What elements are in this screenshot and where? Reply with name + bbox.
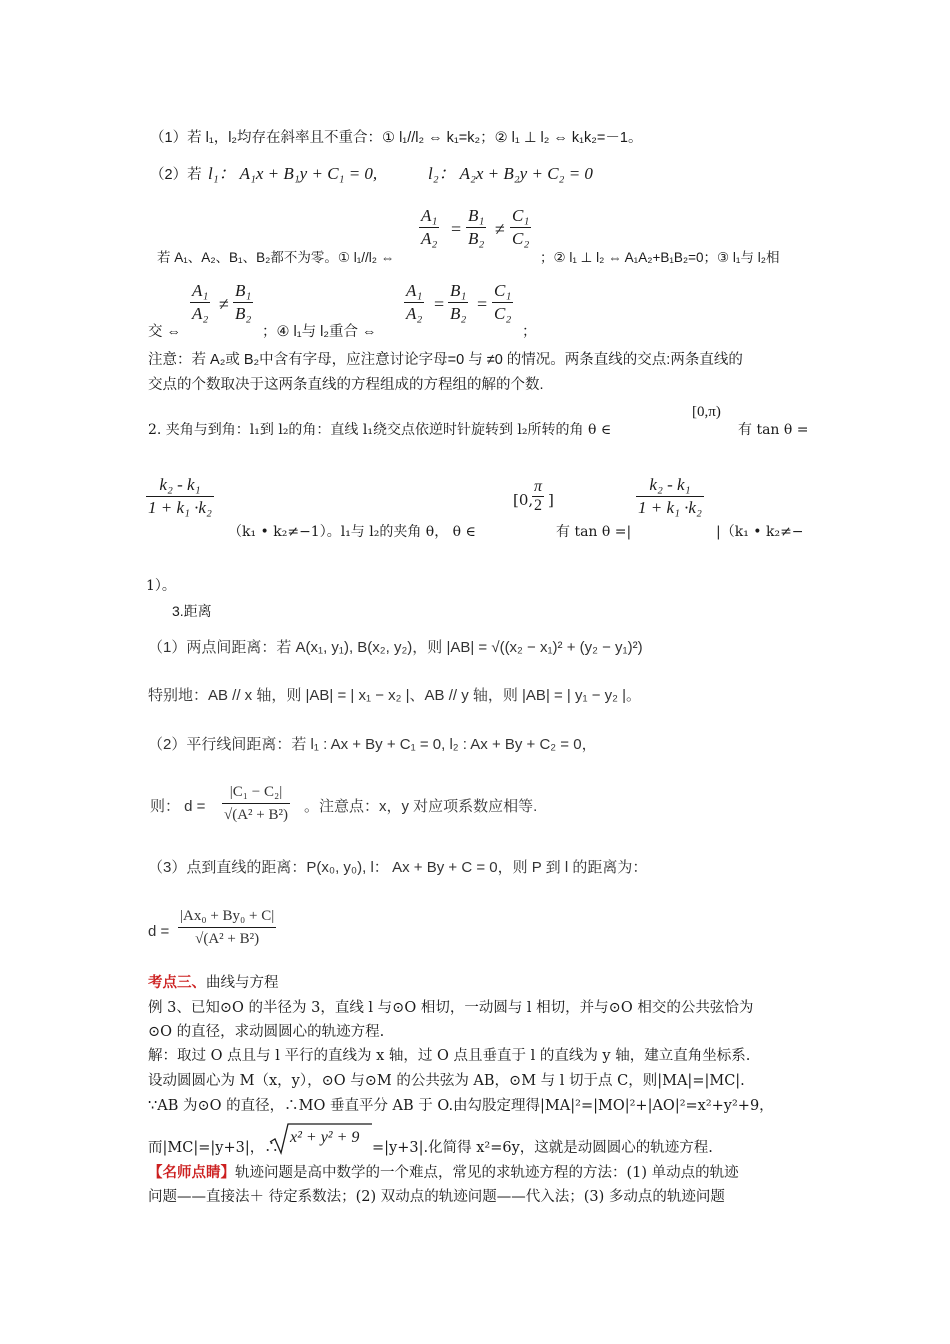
s3-d1: （1）两点间距离：若 A(x₁, y₁), B(x₂, y₂)，则 |AB| = √((x₂ − x₁)² + (y₂ − y₁)²) bbox=[148, 639, 643, 656]
neq-sign: ≠ bbox=[495, 219, 505, 239]
frac-k-angle-1: k₂ - k₁ 1 + k₁ ·k₂ bbox=[148, 475, 212, 517]
frac-k-angle-2: k₂ - k₁ 1 + k₁ ·k₂ bbox=[638, 475, 702, 517]
frac-parallel-distance: |C₁ − C₂| √(A² + B²) bbox=[224, 784, 289, 823]
frac-b1-b2-b: B₁ B₂ bbox=[235, 281, 252, 323]
s2-tail: |（k₁ • k₂≠− bbox=[716, 524, 804, 540]
s3-d2-note: 。注意点：x，y 对应项系数应相等. bbox=[304, 798, 538, 815]
eq-sign-3: = bbox=[477, 294, 488, 314]
s1-note2: 交点的个数取决于这两条直线的方程组成的方程组的解的个数. bbox=[148, 377, 544, 393]
kp-ex1: 例 3、已知⊙O 的半径为 3，直线 l 与⊙O 相切，一动圆与 l 相切，并与⊙O 相交的公共弦恰为 bbox=[148, 1000, 754, 1016]
s1-cond-tail: ；② l₁ ⊥ l₂ ⇔ A₁A₂+B₁B₂=0；③ l₁与 l₂相 bbox=[540, 250, 780, 265]
s2-tan-text2: 有 tan θ =| bbox=[556, 524, 632, 540]
s2-range2-right: ] bbox=[548, 491, 554, 509]
frac-a1-a2-b: A₁ A₂ bbox=[192, 281, 209, 323]
frac-b1-b2-c: B₁ B₂ bbox=[450, 281, 467, 323]
kp-heading: 考点三、曲线与方程 bbox=[148, 974, 279, 991]
frac-c1-c2: C₁ C₂ bbox=[512, 206, 530, 248]
frac-b1-b2: B₁ B₂ bbox=[468, 206, 485, 248]
eq-sign: = bbox=[451, 219, 462, 239]
s1-jiao: 交 ⇔ bbox=[148, 324, 182, 340]
s2-range2-left: [0, bbox=[513, 491, 534, 509]
s3-d2: （2）平行线间距离：若 l₁ : Ax + By + C₁ = 0, l₂ : Ax + By + C₂ = 0， bbox=[148, 736, 597, 753]
kp-sol1: 解：取过 O 点且与 l 平行的直线为 x 轴，过 O 点且垂直于 l 的直线为 y 轴，建立直角坐标系. bbox=[148, 1048, 751, 1064]
s1-note1: 注意：若 A₂或 B₂中含有字母，应注意讨论字母=0 与 ≠0 的情况。两条直线的交点:两条直线的 bbox=[148, 352, 743, 368]
s3-d3: （3）点到直线的距离：P(x₀, y₀), l： Ax + By + C = 0，则 P 到 l 的距离为： bbox=[148, 859, 648, 876]
kp-sol4a: 而|MC|=|y+3|，∴ bbox=[148, 1140, 279, 1156]
s1-cond-text: 若 A₁、A₂、B₁、B₂都不为零。① l₁//l₂ ⇔ bbox=[157, 250, 395, 265]
s3-d2-then: 则： d = bbox=[150, 798, 206, 815]
kp-tip1: 【名师点睛】轨迹问题是高中数学的一个难点，常见的求轨迹方程的方法：(1) 单动点的轨迹 bbox=[148, 1164, 739, 1181]
s1-line2-prefix: （2）若 bbox=[150, 167, 202, 183]
kp-sol3: ∵AB 为⊙O 的直径，∴MO 垂直平分 AB 于 O.由勾股定理得|MA|²=|MO|²+|AO|²=x²+y²+9， bbox=[148, 1098, 774, 1114]
s1-coincide: ；④ l₁与 l₂重合 ⇔ bbox=[262, 324, 377, 340]
l2-equation: l₂： A₂x + B₂y + C₂ = 0 bbox=[428, 164, 593, 183]
s1-line1: （1）若 l₁，l₂均存在斜率且不重合：① l₁//l₂ ⇔ k₁=k₂；② l₁ ⊥ l₂ ⇔ k₁k₂=－1。 bbox=[150, 130, 643, 146]
kp-sol4b: =|y+3|.化简得 x²=6y，这就是动圆圆心的轨迹方程. bbox=[372, 1140, 713, 1156]
kp-ex2: ⊙O 的直径，求动圆圆心的轨迹方程. bbox=[148, 1024, 385, 1040]
s2-end: 1）。 bbox=[146, 578, 176, 594]
kp-tip2: 问题——直接法＋ 待定系数法；(2) 双动点的轨迹问题——代入法；(3) 多动点的轨迹问题 bbox=[148, 1189, 725, 1205]
s2-mid-text: （k₁ • k₂≠−1）。l₁与 l₂的夹角 θ， θ ∈ bbox=[228, 524, 476, 540]
eq-sign-2: = bbox=[434, 294, 445, 314]
l1-equation: l₁： A₁x + B₁y + C₁ = 0, bbox=[208, 164, 378, 183]
neq-sign-2: ≠ bbox=[219, 294, 229, 314]
frac-pi-two: π 2 bbox=[534, 478, 543, 514]
kp-sol2: 设动圆圆心为 M（x，y），⊙O 与⊙M 的公共弦为 AB，⊙M 与 l 切于点 C，则|MA|=|MC|. bbox=[148, 1073, 745, 1089]
s1-semicolon: ； bbox=[522, 324, 537, 340]
s2-range1: [0,π) bbox=[692, 404, 721, 420]
frac-a1-a2: A₁ A₂ bbox=[421, 206, 438, 248]
s2-line: 2. 夹角与到角：l₁到 l₂的角：直线 l₁绕交点依逆时针旋转到 l₂所转的角 θ ∈ bbox=[148, 422, 612, 438]
s2-tan-text: 有 tan θ = bbox=[738, 422, 809, 438]
frac-point-distance: |Ax₀ + By₀ + C| √(A² + B²) bbox=[180, 908, 275, 947]
frac-a1-a2-c: A₁ A₂ bbox=[406, 281, 423, 323]
s3-d3-lhs: d = bbox=[148, 923, 170, 940]
s3-title: 3.距离 bbox=[172, 603, 212, 619]
sqrt-content: x² + y² + 9 bbox=[290, 1129, 360, 1146]
s3-d1b: 特别地：AB // x 轴，则 |AB| = | x₁ − x₂ |、AB // y 轴，则 |AB| = | y₁ − y₂ |。 bbox=[148, 687, 642, 704]
frac-c1-c2-c: C₁ C₂ bbox=[494, 281, 512, 323]
